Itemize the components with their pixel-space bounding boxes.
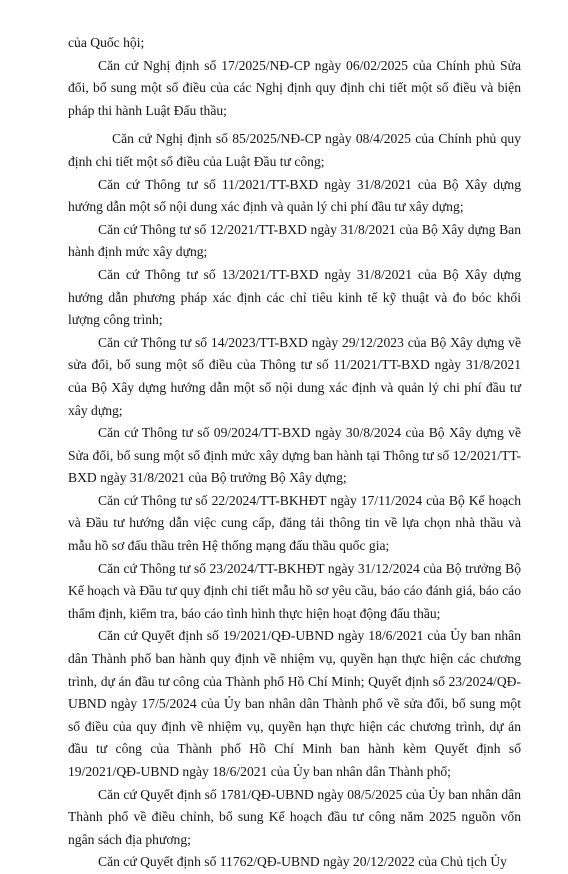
- paragraph-decision-11762: Căn cứ Quyết định số 11762/QĐ-UBND ngày 20/12/2022 của Chủ tịch Ủy: [98, 854, 507, 870]
- paragraph-decree-17-2025: Căn cứ Nghị định số 17/2025/NĐ-CP ngày 06/02/2025 của Chính phủ Sửa đổi, bổ sung một số điều của các Nghị định quy định chi tiết một số điều và biện pháp thi hành Luật Đấu thầu;: [68, 57, 521, 118]
- paragraph-circular-13-2021: Căn cứ Thông tư số 13/2021/TT-BXD ngày 31/8/2021 của Bộ Xây dựng hướng dẫn phương pháp xác định các chỉ tiêu kinh tế kỹ thuật và đo bóc khối lượng công trình;: [68, 266, 521, 328]
- paragraph-circular-14-2023: Căn cứ Thông tư số 14/2023/TT-BXD ngày 29/12/2023 của Bộ Xây dựng về sửa đổi, bổ sung một số điều của Thông tư số 11/2021/TT-BXD ngày 31/8/2021 của Bộ Xây dựng hướng dẫn một số nội dung xác định và quản lý chi phí đầu tư xây dựng;: [68, 334, 521, 418]
- paragraph-decision-19-2021: Căn cứ Quyết định số 19/2021/QĐ-UBND ngày 18/6/2021 của Ủy ban nhân dân Thành phố ban hành quy định về nhiệm vụ, quyền hạn thực hiện các chương trình, dự án đầu tư công của Thành phố Hồ Chí Minh; Quyết định số 23/2024/QĐ-UBND ngày 17/5/2024 của Ủy ban nhân dân Thành phố về sửa đổi, bổ sung một số điều của quy định về nhiệm vụ, quyền hạn thực hiện các chương trình, dự án đầu tư công của Thành phố Hồ Chí Minh ban hành kèm Quyết định số 19/2021/QĐ-UBND ngày 18/6/2021 của Ủy ban nhân dân Thành phố;: [68, 628, 521, 779]
- paragraph-decree-85-2025: Căn cứ Nghị định số 85/2025/NĐ-CP ngày 08/4/2025 của Chính phủ quy định chi tiết một số điều của Luật Đầu tư công;: [68, 131, 521, 169]
- paragraph-circular-12-2021: Căn cứ Thông tư số 12/2021/TT-BXD ngày 31/8/2021 của Bộ Xây dựng Ban hành định mức xây dựng;: [68, 221, 521, 260]
- paragraph-decision-1781: Căn cứ Quyết định số 1781/QĐ-UBND ngày 08/5/2025 của Ủy ban nhân dân Thành phố về điều chỉnh, bổ sung Kế hoạch đầu tư công năm 2025 nguồn vốn ngân sách địa phương;: [68, 786, 521, 847]
- paragraph-circular-22-2024: Căn cứ Thông tư số 22/2024/TT-BKHĐT ngày 17/11/2024 của Bộ Kế hoạch và Đầu tư hướng dẫn việc cung cấp, đăng tải thông tin về lựa chọn nhà thầu và mẫu hồ sơ đấu thầu trên Hệ thống mạng đấu thầu quốc gia;: [68, 492, 521, 554]
- paragraph-continuation: của Quốc hội;: [68, 35, 145, 50]
- paragraph-circular-11-2021: Căn cứ Thông tư số 11/2021/TT-BXD ngày 31/8/2021 của Bộ Xây dựng hướng dẫn một số nội dung xác định và quản lý chi phí đầu tư xây dựng;: [68, 176, 521, 215]
- paragraph-circular-23-2024: Căn cứ Thông tư số 23/2024/TT-BKHĐT ngày 31/12/2024 của Bộ trưởng Bộ Kế hoạch và Đầu tư quy định chi tiết mẫu hồ sơ yêu cầu, báo cáo đánh giá, báo cáo thẩm định, kiểm tra, báo cáo tình hình thực hiện hoạt động đấu thầu;: [68, 560, 521, 621]
- paragraph-circular-09-2024: Căn cứ Thông tư số 09/2024/TT-BXD ngày 30/8/2024 của Bộ Xây dựng về Sửa đổi, bổ sung một số định mức xây dựng ban hành tại Thông tư số 12/2021/TT-BXD ngày 31/8/2021 của Bộ trưởng Bộ Xây dựng;: [68, 425, 521, 486]
